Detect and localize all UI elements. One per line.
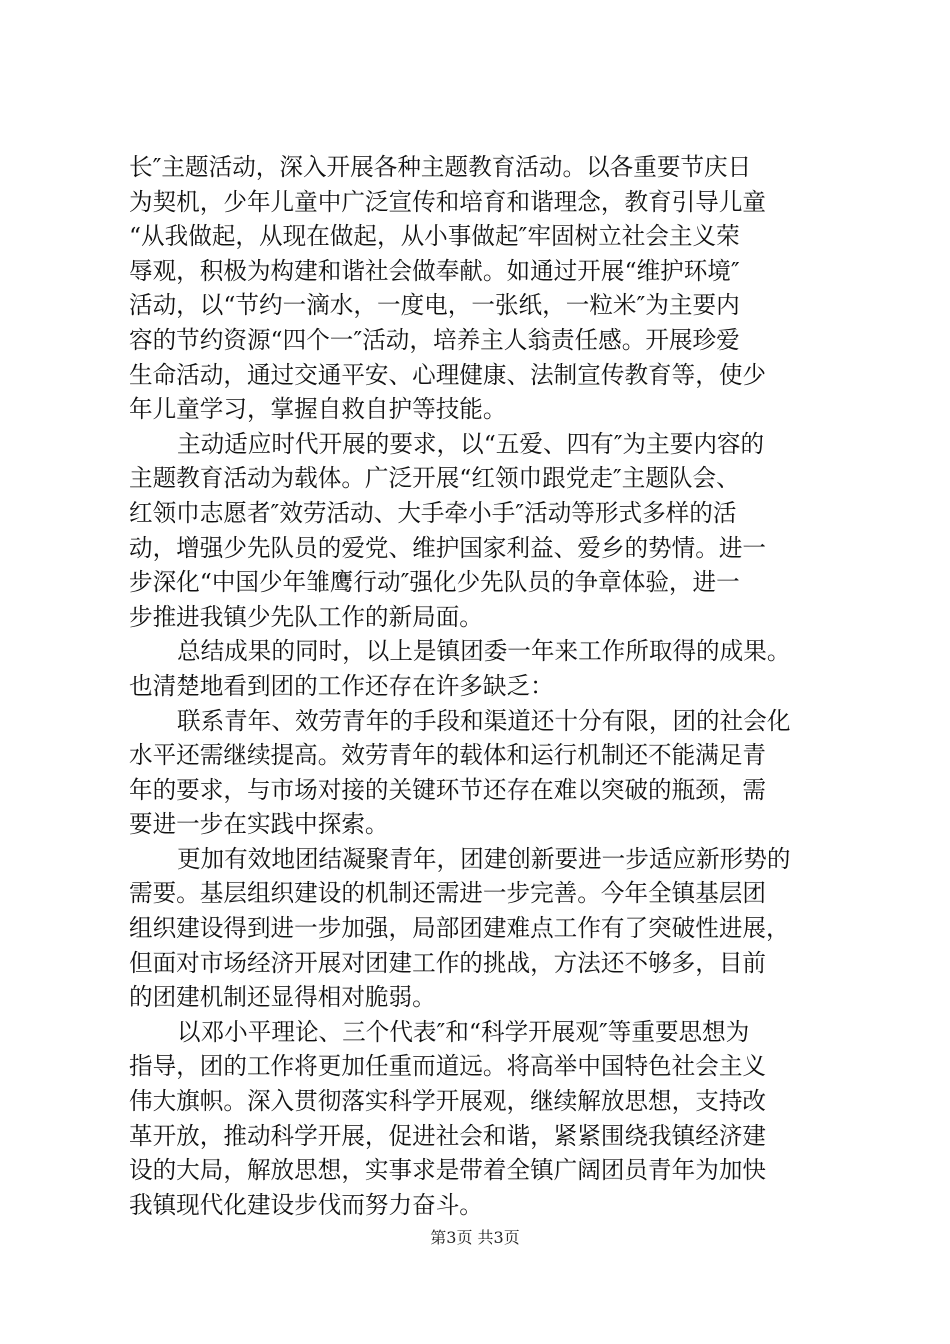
text-line: 活动，以“节约一滴水，一度电，一张纸，一粒米″为主要内 [129, 291, 740, 320]
text-line: 组织建设得到进一步加强，局部团建难点工作有了突破性进展， [129, 914, 790, 943]
text-line: 需要。基层组织建设的机制还需进一步完善。今年全镇基层团 [129, 879, 767, 908]
text-line: 也清楚地看到团的工作还存在许多缺乏： [129, 671, 554, 700]
text-line: 步深化“中国少年雏鹰行动″强化少先队员的争章体验，进一 [129, 568, 740, 597]
text-line: 年的要求，与市场对接的关键环节还存在难以突破的瓶颈，需 [129, 775, 767, 804]
text-line: 指导，团的工作将更加任重而道远。将高举中国特色社会主义 [129, 1052, 767, 1081]
text-line: 长″主题活动，深入开展各种主题教育活动。以各重要节庆日 [129, 153, 752, 181]
text-line: 我镇现代化建设步伐而努力奋斗。 [129, 1190, 483, 1219]
body-paragraph [129, 1015, 829, 1223]
text-line: 生命活动，通过交通平安、心理健康、法制宣传教育等，使少 [129, 360, 767, 389]
text-line: 联系青年、效劳青年的手段和渠道还十分有限，团的社会化 [177, 706, 791, 735]
text-line: 伟大旗帜。深入贯彻落实科学开展观，继续解放思想，支持改 [129, 1087, 767, 1116]
text-line: 革开放，推动科学开展，促进社会和谐，紧紧围绕我镇经济建 [129, 1121, 767, 1150]
body-paragraph [129, 842, 829, 1015]
text-line: 水平还需继续提高。效劳青年的载体和运行机制还不能满足青 [129, 741, 767, 770]
text-line: 容的节约资源“四个一″活动，培养主人翁责任感。开展珍爱 [129, 325, 740, 354]
text-line: 步推进我镇少先队工作的新局面。 [129, 602, 483, 631]
body-paragraph [129, 427, 829, 635]
text-line: 总结成果的同时，以上是镇团委一年来工作所取得的成果。 [177, 637, 791, 666]
text-line: 主题教育活动为载体。广泛开展“红领巾跟党走″主题队会、 [129, 464, 740, 493]
text-line: 的团建机制还显得相对脆弱。 [129, 983, 436, 1012]
page-footer: 第3页 共3页 [430, 1228, 520, 1247]
text-line: “从我做起，从现在做起，从小事做起″牢固树立社会主义荣 [129, 222, 740, 251]
text-line: 辱观，积极为构建和谐社会做奉献。如通过开展“维护环境″ [129, 256, 740, 285]
text-line: 主动适应时代开展的要求，以“五爱、四有″为主要内容的 [177, 429, 765, 458]
body-paragraph [129, 150, 829, 427]
body-paragraph [129, 634, 829, 703]
text-line: 动，增强少先队员的爱党、维护国家利益、爱乡的势情。进一 [129, 533, 767, 562]
text-line: 更加有效地团结凝聚青年，团建创新要进一步适应新形势的 [177, 844, 791, 873]
text-line: 设的大局，解放思想，实事求是带着全镇广阔团员青年为加快 [129, 1156, 767, 1185]
text-line: 年儿童学习，掌握自救自护等技能。 [129, 395, 507, 424]
document-body [129, 150, 829, 1222]
text-line: 以邓小平理论、三个代表″和“科学开展观″等重要思想为 [177, 1017, 750, 1046]
body-paragraph [129, 704, 829, 842]
text-line: 为契机，少年儿童中广泛宣传和培育和谐理念，教育引导儿童 [129, 187, 767, 216]
text-line: 要进一步在实践中探索。 [129, 810, 389, 839]
text-line: 但面对市场经济开展对团建工作的挑战，方法还不够多，目前 [129, 948, 767, 977]
text-line: 红领巾志愿者″效劳活动、大手牵小手″活动等形式多样的活 [129, 498, 737, 527]
